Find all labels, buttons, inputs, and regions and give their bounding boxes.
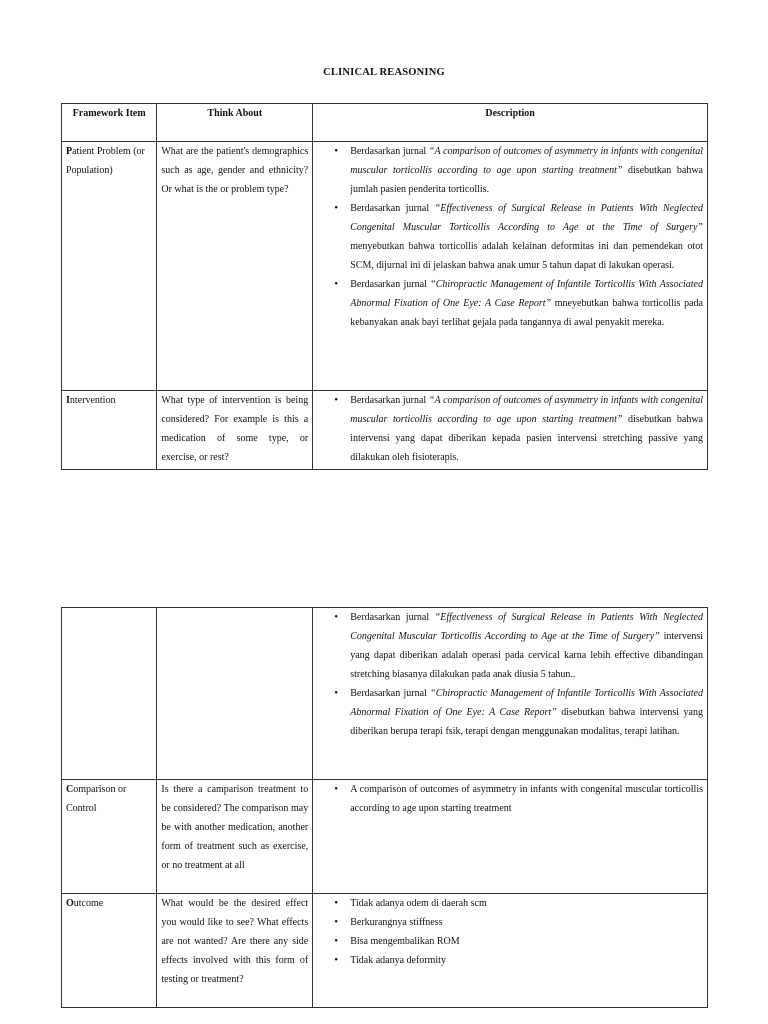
description-intervention-continued	[313, 608, 708, 780]
list-item: • Bisa mengembalikan ROM	[350, 932, 703, 951]
think-empty	[157, 608, 313, 780]
framework-item-patient: Patient Problem (or Population)	[62, 142, 157, 391]
header-description: Description	[313, 104, 708, 142]
framework-item-empty	[62, 608, 157, 780]
header-think: Think About	[157, 104, 313, 142]
list-item: • Berdasarkan jurnal “Chiropractic Management of Infantile Torticollis With Associated Abnormal Fixation of One Eye: A Case Report” disebutkan bahwa intervensi yang diberikan berupa terapi fsik, terapi dengan menggunakan modalitas, terapi latihan.	[350, 684, 703, 741]
list-item: • Tidak adanya odem di daerah scm	[350, 894, 703, 913]
think-patient: What are the patient's demographics such as age, gender and ethnicity? Or what is the or problem type?	[157, 142, 313, 391]
description-comparison	[313, 780, 708, 894]
list-item: • Berdasarkan jurnal “Chiropractic Management of Infantile Torticollis With Associated Abnormal Fixation of One Eye: A Case Report” mneyebutkan bahwa torticollis pada kebanyakan anak bayi terlihat gejala pada tangannya di awal penyakit mereka.	[350, 275, 703, 332]
think-outcome: What would be the desired effect you would like to see? What effects are not wanted? Are there any side effects involved with this form of testing or treatment?	[157, 894, 313, 1008]
row-outcome	[62, 894, 708, 1008]
list-item: • Berdasarkan jurnal “Effectiveness of Surgical Release in Patients With Neglected Congenital Muscular Torticollis According to Age at the Time of Surgery” menyebutkan bahwa torticollis adalah kelainan deformitas ini dan pemendekan otot SCM, dijurnal ini di jelaskan bahwa anak umur 5 tahun dapat di lakukan operasi.	[350, 199, 703, 275]
description-intervention	[313, 391, 708, 470]
framework-item-outcome: Outcome	[62, 894, 157, 1008]
row-intervention	[62, 391, 708, 470]
list-item: • Berdasarkan jurnal “Effectiveness of Surgical Release in Patients With Neglected Congenital Muscular Torticollis According to Age at the Time of Surgery” intervensi yang dapat diberikan adalah operasi pada cervical karna lebih effective dibandingan stretching biasanya dilakukan pada anak diusia 5 tahun..	[350, 608, 703, 684]
header-row	[62, 104, 708, 142]
row-patient	[62, 142, 708, 391]
framework-item-intervention: Intervention	[62, 391, 157, 470]
framework-item-comparison: Comparison or Control	[62, 780, 157, 894]
header-framework: Framework Item	[62, 104, 157, 142]
think-comparison: Is there a camparison treatment to be considered? The comparison may be with another medication, another form of treatment such as exercise, or no treatment at all	[157, 780, 313, 894]
list-item: • Berdasarkan jurnal “A comparison of outcomes of asymmetry in infants with congenital muscular torticollis according to age upon starting treatment” disebutkan bahwa jumlah pasien penderita torticollis.	[350, 142, 703, 199]
list-item: • Tidak adanya deformity	[350, 951, 703, 970]
description-patient	[313, 142, 708, 391]
row-comparison	[62, 780, 708, 894]
clinical-reasoning-table-2	[61, 607, 708, 1008]
row-intervention-continued	[62, 608, 708, 780]
list-item: • Berdasarkan jurnal “A comparison of outcomes of asymmetry in infants with congenital muscular torticollis according to age upon starting treatment” disebutkan bahwa intervensi yang dapat diberikan kepada pasien intervensi stretching passive yang dilakukan oleh fisioterapis.	[350, 391, 703, 467]
list-item: • Berkurangnya stiffness	[350, 913, 703, 932]
think-intervention: What type of intervention is being considered? For example is this a medication of some type, or exercise, or rest?	[157, 391, 313, 470]
list-item: • A comparison of outcomes of asymmetry in infants with congenital muscular torticollis according to age upon starting treatment	[350, 780, 703, 818]
description-outcome	[313, 894, 708, 1008]
clinical-reasoning-table-1	[61, 103, 708, 470]
page-title: CLINICAL REASONING	[323, 67, 445, 78]
